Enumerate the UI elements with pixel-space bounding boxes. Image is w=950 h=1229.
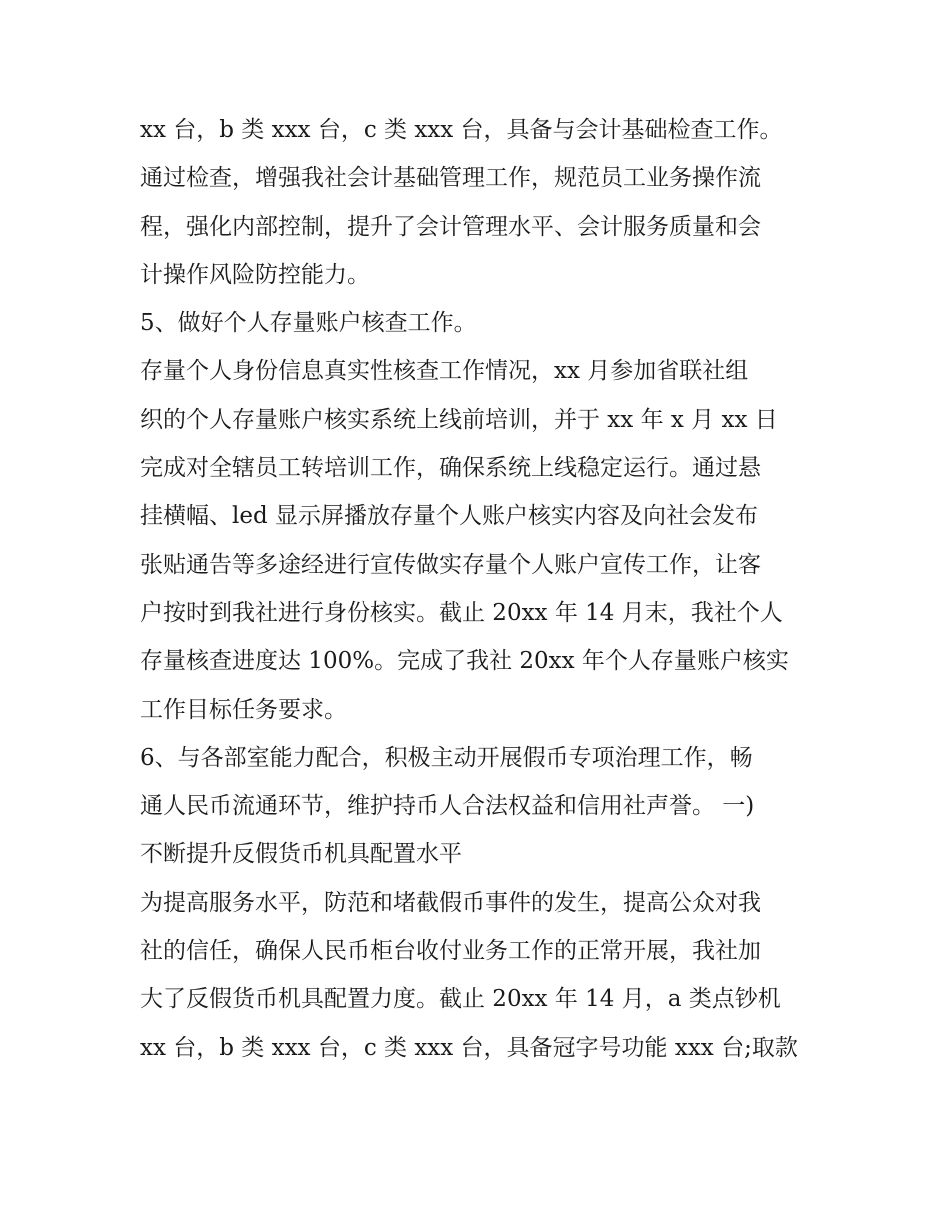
text-line: 工作目标任务要求。 bbox=[140, 696, 347, 723]
text-line: xx 台，b 类 xxx 台，c 类 xxx 台，具备与会计基础检查工作。 bbox=[140, 117, 783, 143]
document-body bbox=[140, 106, 820, 1072]
section-heading: 5、做好个人存量账户核查工作。 bbox=[140, 310, 477, 337]
text-line: 存量核查进度达 100%。完成了我社 20xx 年个人存量账户核实 bbox=[140, 648, 789, 675]
subsection-heading: 不断提升反假货币机具配置水平 bbox=[140, 841, 462, 868]
text-line: xx 台，b 类 xxx 台，c 类 xxx 台，具备冠字号功能 xxx 台;取款 bbox=[140, 1034, 798, 1061]
text-line: 张贴通告等多途经进行宣传做实存量个人账户宣传工作，让客 bbox=[140, 551, 761, 578]
text-line: 为提高服务水平，防范和堵截假币事件的发生，提高公众对我 bbox=[140, 889, 761, 916]
text-line: 大了反假货币机具配置力度。截止 20xx 年 14 月，a 类点钞机 bbox=[140, 986, 781, 1013]
text-line: 存量个人身份信息真实性核查工作情况，xx 月参加省联社组 bbox=[140, 358, 749, 385]
text-line: 户按时到我社进行身份核实。截止 20xx 年 14 月末，我社个人 bbox=[140, 599, 783, 626]
section-heading: 6、与各部室能力配合，积极主动开展假币专项治理工作，畅 bbox=[140, 744, 753, 771]
text-line: 挂横幅、led 显示屏播放存量个人账户核实内容及向社会发布 bbox=[140, 503, 759, 530]
text-line: 社的信任，确保人民币柜台收付业务工作的正常开展，我社加 bbox=[140, 938, 761, 965]
text-line: 通人民币流通环节，维护持币人合法权益和信用社声誉。 一) bbox=[140, 793, 755, 820]
text-line: 程，强化内部控制，提升了会计管理水平、会计服务质量和会 bbox=[140, 213, 761, 240]
text-line: 完成对全辖员工转培训工作，确保系统上线稳定运行。通过悬 bbox=[140, 455, 761, 482]
text-line: 织的个人存量账户核实系统上线前培训，并于 xx 年 x 月 xx 日 bbox=[140, 406, 778, 433]
text-line: 计操作风险防控能力。 bbox=[140, 261, 370, 288]
text-line: 通过检查，增强我社会计基础管理工作，规范员工业务操作流 bbox=[140, 165, 761, 192]
